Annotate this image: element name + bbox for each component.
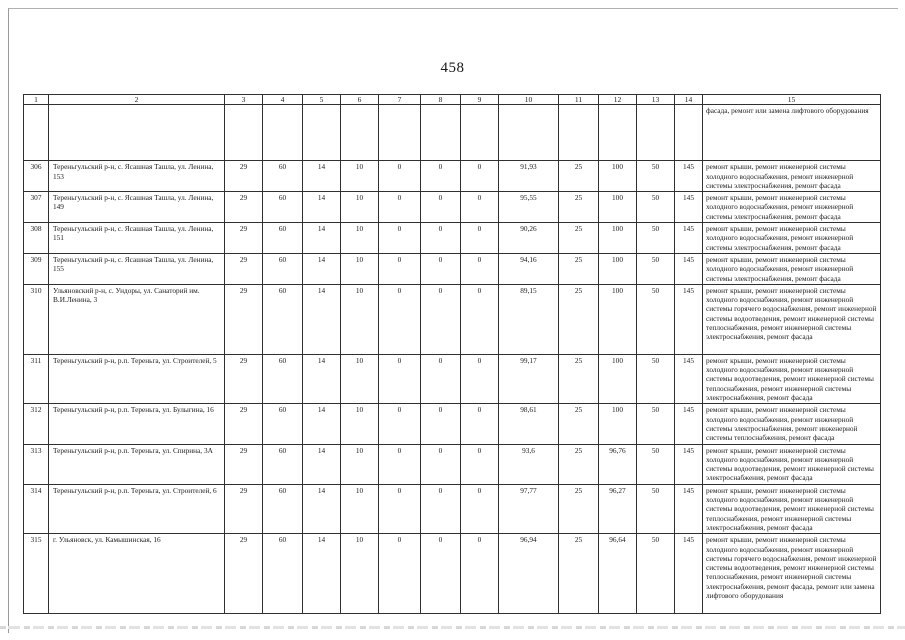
value-cell-col-6 — [341, 105, 379, 161]
works-list-cell: ремонт крыши, ремонт инженерной системы холодного водоснабжения, ремонт инженерной системы водоотведения, ремонт инженерной системы теплоснабжения, ремонт инженерной системы электроснабжения, ремонт фасада — [703, 484, 881, 533]
table-row — [24, 404, 881, 444]
value-cell-col-12: 96,27 — [599, 484, 637, 533]
works-list-cell: ремонт крыши, ремонт инженерной системы холодного водоснабжения, ремонт инженерной системы водоотведения, ремонт инженерной системы электроснабжения, ремонт фасада — [703, 444, 881, 484]
value-cell-col-8: 0 — [421, 161, 461, 192]
value-cell-col-10: 94,16 — [499, 253, 559, 284]
row-number-cell: 315 — [24, 534, 49, 614]
row-number-cell: 314 — [24, 484, 49, 533]
value-cell-col-4: 60 — [263, 161, 303, 192]
table-row — [24, 192, 881, 223]
value-cell-col-13: 50 — [637, 354, 675, 403]
value-cell-col-3: 29 — [225, 284, 263, 354]
value-cell-col-10: 89,15 — [499, 284, 559, 354]
value-cell-col-4: 60 — [263, 444, 303, 484]
works-list-cell: ремонт крыши, ремонт инженерной системы холодного водоснабжения, ремонт инженерной системы электроснабжения, ремонт фасада — [703, 161, 881, 192]
scan-artifact-line — [0, 626, 905, 629]
value-cell-col-13: 50 — [637, 192, 675, 223]
value-cell-col-11: 25 — [559, 284, 599, 354]
works-list-cell: фасада, ремонт или замена лифтового оборудования — [703, 105, 881, 161]
works-list-cell: ремонт крыши, ремонт инженерной системы холодного водоснабжения, ремонт инженерной системы электроснабжения, ремонт инженерной системы теплоснабжения, ремонт фасада — [703, 404, 881, 444]
value-cell-col-12: 96,64 — [599, 534, 637, 614]
value-cell-col-10: 93,6 — [499, 444, 559, 484]
value-cell-col-10: 99,17 — [499, 354, 559, 403]
value-cell-col-10: 98,61 — [499, 404, 559, 444]
value-cell-col-4: 60 — [263, 404, 303, 444]
address-cell: Тереньгульский р-н, р.п. Тереньга, ул. Строителей, 6 — [49, 484, 225, 533]
value-cell-col-11: 25 — [559, 223, 599, 254]
column-number-4: 4 — [263, 95, 303, 105]
row-number-cell: 307 — [24, 192, 49, 223]
value-cell-col-12: 96,76 — [599, 444, 637, 484]
value-cell-col-14: 145 — [675, 484, 703, 533]
value-cell-col-3: 29 — [225, 484, 263, 533]
works-list-cell: ремонт крыши, ремонт инженерной системы холодного водоснабжения, ремонт инженерной системы горячего водоснабжения, ремонт инженерной системы водоотведения, ремонт инженерной системы теплоснабжения, ремонт инженерной системы электроснабжения, ремонт фасада — [703, 284, 881, 354]
header-row — [24, 95, 881, 105]
value-cell-col-12: 100 — [599, 284, 637, 354]
value-cell-col-9: 0 — [461, 404, 499, 444]
value-cell-col-7: 0 — [379, 444, 421, 484]
value-cell-col-14: 145 — [675, 284, 703, 354]
row-number-cell: 313 — [24, 444, 49, 484]
value-cell-col-8: 0 — [421, 192, 461, 223]
value-cell-col-6: 10 — [341, 223, 379, 254]
value-cell-col-4: 60 — [263, 354, 303, 403]
value-cell-col-14: 145 — [675, 253, 703, 284]
value-cell-col-8: 0 — [421, 284, 461, 354]
address-cell: Тереньгульский р-н, р.п. Тереньга, ул. Булыгина, 16 — [49, 404, 225, 444]
value-cell-col-5: 14 — [303, 444, 341, 484]
value-cell-col-6: 10 — [341, 354, 379, 403]
address-cell — [49, 105, 225, 161]
value-cell-col-13: 50 — [637, 284, 675, 354]
column-number-15: 15 — [703, 95, 881, 105]
column-number-8: 8 — [421, 95, 461, 105]
value-cell-col-12: 100 — [599, 223, 637, 254]
column-number-3: 3 — [225, 95, 263, 105]
value-cell-col-9: 0 — [461, 192, 499, 223]
table-row — [24, 284, 881, 354]
column-number-7: 7 — [379, 95, 421, 105]
value-cell-col-14: 145 — [675, 192, 703, 223]
row-number-cell: 312 — [24, 404, 49, 444]
value-cell-col-8 — [421, 105, 461, 161]
value-cell-col-14 — [675, 105, 703, 161]
column-number-6: 6 — [341, 95, 379, 105]
works-list-cell: ремонт крыши, ремонт инженерной системы холодного водоснабжения, ремонт инженерной системы горячего водоснабжения, ремонт инженерной системы водоотведения, ремонт инженерной системы теплоснабжения, ремонт инженерной системы электроснабжения, ремонт фасада, ремонт или замена лифтового оборудования — [703, 534, 881, 614]
value-cell-col-14: 145 — [675, 223, 703, 254]
row-number-cell: 311 — [24, 354, 49, 403]
value-cell-col-7: 0 — [379, 223, 421, 254]
value-cell-col-5: 14 — [303, 192, 341, 223]
value-cell-col-9: 0 — [461, 484, 499, 533]
value-cell-col-3: 29 — [225, 192, 263, 223]
value-cell-col-13: 50 — [637, 253, 675, 284]
value-cell-col-13 — [637, 105, 675, 161]
value-cell-col-12: 100 — [599, 192, 637, 223]
value-cell-col-5: 14 — [303, 284, 341, 354]
value-cell-col-11: 25 — [559, 484, 599, 533]
column-number-2: 2 — [49, 95, 225, 105]
column-number-1: 1 — [24, 95, 49, 105]
value-cell-col-9 — [461, 105, 499, 161]
value-cell-col-7: 0 — [379, 284, 421, 354]
value-cell-col-11: 25 — [559, 354, 599, 403]
value-cell-col-11: 25 — [559, 253, 599, 284]
value-cell-col-10: 91,93 — [499, 161, 559, 192]
address-cell: Тереньгульский р-н, с. Ясашная Ташла, ул. Ленина, 149 — [49, 192, 225, 223]
column-number-13: 13 — [637, 95, 675, 105]
value-cell-col-9: 0 — [461, 161, 499, 192]
works-list-cell: ремонт крыши, ремонт инженерной системы холодного водоснабжения, ремонт инженерной системы электроснабжения, ремонт фасада — [703, 192, 881, 223]
value-cell-col-8: 0 — [421, 534, 461, 614]
value-cell-col-11: 25 — [559, 161, 599, 192]
address-cell: Ульяновский р-н, с. Ундоры, ул. Санаторий им. В.И.Ленина, 3 — [49, 284, 225, 354]
value-cell-col-13: 50 — [637, 404, 675, 444]
value-cell-col-3 — [225, 105, 263, 161]
table-row — [24, 253, 881, 284]
table-row — [24, 161, 881, 192]
value-cell-col-5 — [303, 105, 341, 161]
value-cell-col-4: 60 — [263, 253, 303, 284]
column-number-14: 14 — [675, 95, 703, 105]
address-cell: Тереньгульский р-н, с. Ясашная Ташла, ул. Ленина, 155 — [49, 253, 225, 284]
value-cell-col-6: 10 — [341, 192, 379, 223]
row-number-cell: 309 — [24, 253, 49, 284]
value-cell-col-6: 10 — [341, 534, 379, 614]
value-cell-col-5: 14 — [303, 253, 341, 284]
value-cell-col-13: 50 — [637, 223, 675, 254]
value-cell-col-7: 0 — [379, 484, 421, 533]
value-cell-col-3: 29 — [225, 223, 263, 254]
address-cell: Тереньгульский р-н, р.п. Тереньга, ул. Спирина, 3А — [49, 444, 225, 484]
column-number-5: 5 — [303, 95, 341, 105]
value-cell-col-6: 10 — [341, 404, 379, 444]
value-cell-col-7 — [379, 105, 421, 161]
value-cell-col-14: 145 — [675, 161, 703, 192]
value-cell-col-5: 14 — [303, 161, 341, 192]
column-number-10: 10 — [499, 95, 559, 105]
value-cell-col-7: 0 — [379, 354, 421, 403]
value-cell-col-4: 60 — [263, 192, 303, 223]
value-cell-col-6: 10 — [341, 484, 379, 533]
value-cell-col-4: 60 — [263, 223, 303, 254]
value-cell-col-10: 96,94 — [499, 534, 559, 614]
table-row — [24, 484, 881, 533]
value-cell-col-9: 0 — [461, 534, 499, 614]
column-number-11: 11 — [559, 95, 599, 105]
address-cell: Тереньгульский р-н, р.п. Тереньга, ул. Строителей, 5 — [49, 354, 225, 403]
value-cell-col-13: 50 — [637, 534, 675, 614]
value-cell-col-12: 100 — [599, 253, 637, 284]
value-cell-col-11: 25 — [559, 192, 599, 223]
address-cell: Тереньгульский р-н, с. Ясашная Ташла, ул. Ленина, 153 — [49, 161, 225, 192]
value-cell-col-5: 14 — [303, 484, 341, 533]
value-cell-col-6: 10 — [341, 284, 379, 354]
value-cell-col-11: 25 — [559, 444, 599, 484]
value-cell-col-12: 100 — [599, 354, 637, 403]
value-cell-col-9: 0 — [461, 223, 499, 254]
value-cell-col-5: 14 — [303, 354, 341, 403]
value-cell-col-9: 0 — [461, 354, 499, 403]
value-cell-col-9: 0 — [461, 444, 499, 484]
works-list-cell: ремонт крыши, ремонт инженерной системы холодного водоснабжения, ремонт инженерной системы электроснабжения, ремонт фасада — [703, 223, 881, 254]
value-cell-col-7: 0 — [379, 534, 421, 614]
value-cell-col-3: 29 — [225, 534, 263, 614]
value-cell-col-6: 10 — [341, 253, 379, 284]
value-cell-col-14: 145 — [675, 534, 703, 614]
value-cell-col-5: 14 — [303, 534, 341, 614]
value-cell-col-13: 50 — [637, 484, 675, 533]
works-list-cell: ремонт крыши, ремонт инженерной системы холодного водоснабжения, ремонт инженерной системы электроснабжения, ремонт фасада — [703, 253, 881, 284]
value-cell-col-11: 25 — [559, 534, 599, 614]
row-number-cell — [24, 105, 49, 161]
works-list-cell: ремонт крыши, ремонт инженерной системы холодного водоснабжения, ремонт инженерной системы водоотведения, ремонт инженерной системы теплоснабжения, ремонт инженерной системы электроснабжения, ремонт фасада — [703, 354, 881, 403]
value-cell-col-13: 50 — [637, 161, 675, 192]
value-cell-col-7: 0 — [379, 161, 421, 192]
table-row — [24, 534, 881, 614]
row-number-cell: 306 — [24, 161, 49, 192]
value-cell-col-3: 29 — [225, 444, 263, 484]
continuation-row — [24, 105, 881, 161]
value-cell-col-8: 0 — [421, 253, 461, 284]
value-cell-col-8: 0 — [421, 354, 461, 403]
table-row — [24, 223, 881, 254]
value-cell-col-3: 29 — [225, 253, 263, 284]
value-cell-col-4 — [263, 105, 303, 161]
value-cell-col-13: 50 — [637, 444, 675, 484]
value-cell-col-12: 100 — [599, 404, 637, 444]
table-row — [24, 354, 881, 403]
value-cell-col-9: 0 — [461, 284, 499, 354]
value-cell-col-14: 145 — [675, 444, 703, 484]
value-cell-col-11 — [559, 105, 599, 161]
value-cell-col-6: 10 — [341, 161, 379, 192]
value-cell-col-10: 97,77 — [499, 484, 559, 533]
value-cell-col-12 — [599, 105, 637, 161]
value-cell-col-7: 0 — [379, 404, 421, 444]
value-cell-col-14: 145 — [675, 404, 703, 444]
value-cell-col-11: 25 — [559, 404, 599, 444]
value-cell-col-10: 90,26 — [499, 223, 559, 254]
repair-program-table — [23, 94, 881, 614]
table-row — [24, 444, 881, 484]
value-cell-col-3: 29 — [225, 161, 263, 192]
value-cell-col-8: 0 — [421, 223, 461, 254]
value-cell-col-10: 95,55 — [499, 192, 559, 223]
row-number-cell: 310 — [24, 284, 49, 354]
value-cell-col-4: 60 — [263, 484, 303, 533]
value-cell-col-3: 29 — [225, 404, 263, 444]
row-number-cell: 308 — [24, 223, 49, 254]
column-number-12: 12 — [599, 95, 637, 105]
value-cell-col-12: 100 — [599, 161, 637, 192]
column-number-9: 9 — [461, 95, 499, 105]
value-cell-col-4: 60 — [263, 534, 303, 614]
value-cell-col-8: 0 — [421, 404, 461, 444]
value-cell-col-8: 0 — [421, 484, 461, 533]
value-cell-col-7: 0 — [379, 253, 421, 284]
page-number: 458 — [440, 60, 465, 76]
value-cell-col-10 — [499, 105, 559, 161]
value-cell-col-6: 10 — [341, 444, 379, 484]
value-cell-col-5: 14 — [303, 404, 341, 444]
address-cell: г. Ульяновск, ул. Камышинская, 16 — [49, 534, 225, 614]
value-cell-col-4: 60 — [263, 284, 303, 354]
value-cell-col-7: 0 — [379, 192, 421, 223]
value-cell-col-9: 0 — [461, 253, 499, 284]
value-cell-col-5: 14 — [303, 223, 341, 254]
address-cell: Тереньгульский р-н, с. Ясашная Ташла, ул. Ленина, 151 — [49, 223, 225, 254]
value-cell-col-8: 0 — [421, 444, 461, 484]
value-cell-col-14: 145 — [675, 354, 703, 403]
value-cell-col-3: 29 — [225, 354, 263, 403]
